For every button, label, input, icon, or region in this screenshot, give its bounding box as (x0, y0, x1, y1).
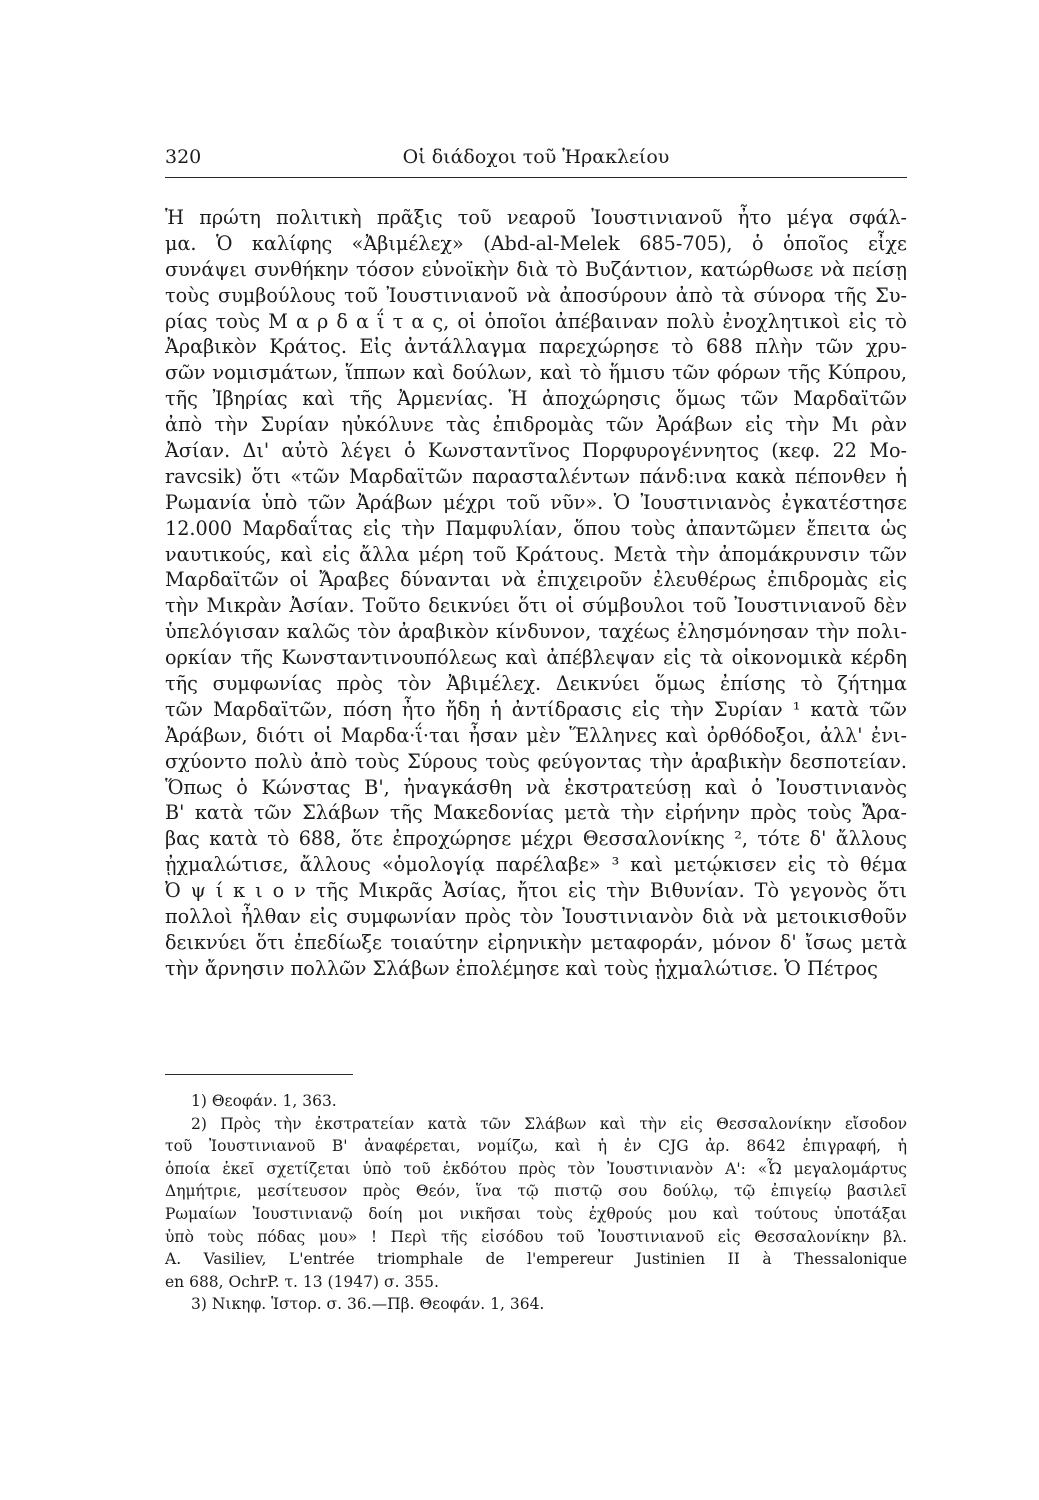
footnote-line: en 688, OchrP. τ. 13 (1947) σ. 355. (165, 1272, 439, 1291)
body-line: ναυτικούς, καὶ εἰς ἄλλα μέρη τοῦ Κράτους. Μετὰ τὴν ἀπομάκρυνσιν τῶν (165, 542, 907, 566)
body-line: Μαρδαϊτῶν οἱ Ἄραβες δύνανται νὰ ἐπιχειροῦν ἐλευθέρως ἐπιδρομὰς εἰς (165, 568, 907, 592)
body-line: Ἡ πρώτη πολιτικὴ πρᾶξις τοῦ νεαροῦ Ἰουστινιανοῦ ἦτο μέγα σφάλ- (165, 206, 907, 229)
body-line: 12.000 Μαρδαΐτας εἰς τὴν Παμφυλίαν, ὅπου τοὺς ἀπαντῶμεν ἔπειτα ὡς (165, 516, 907, 540)
body-line: ᾐχμαλώτισε, ἄλλους «ὁμολογίᾳ παρέλαβε» ³ καὶ μετῴκισεν εἰς τὸ θέμα (165, 853, 907, 877)
footnote-line: 2) Πρὸς τὴν ἐκστρατείαν κατὰ τῶν Σλάβων καὶ τὴν εἰς Θεσσαλονίκην εἴσοδον (191, 1114, 907, 1133)
footnote-line: 1) Θεοφάν. 1, 363. (191, 1092, 337, 1110)
body-text (165, 205, 907, 982)
body-line: τῶν Μαρδαϊτῶν, πόση ἦτο ἤδη ἡ ἀντίδρασις εἰς τὴν Συρίαν ¹ κατὰ τῶν (165, 697, 907, 721)
footnotes (165, 1090, 907, 1316)
body-line: Ἀραβικὸν Κράτος. Εἰς ἀντάλλαγμα παρεχώρησε τὸ 688 πλὴν τῶν χρυ- (165, 335, 907, 359)
body-line: ὑπελόγισαν καλῶς τὸν ἀραβικὸν κίνδυνον, ταχέως ἐλησμόνησαν τὴν πολι- (165, 620, 907, 644)
page-number: 320 (165, 146, 202, 168)
body-line: ἀπὸ τὴν Συρίαν ηὐκόλυνε τὰς ἐπιδρομὰς τῶν Ἀράβων εἰς τὴν Μι ρὰν (165, 413, 907, 437)
body-line: σχύοντο πολὺ ἀπὸ τοὺς Σύρους τοὺς φεύγοντας τὴν ἀραβικὴν δεσποτείαν. (165, 749, 907, 773)
footnote-line: A. Vasiliev, L'entrée triomphale de l'empereur Justinien II à Thessalonique (165, 1250, 907, 1269)
footnote-line: ὁποία ἐκεῖ σχετίζεται ὑπὸ τοῦ ἐκδότου πρὸς τὸν Ἰουστινιανὸν Α': «Ὦ μεγαλομάρτυς (165, 1159, 907, 1178)
body-line: πολλοὶ ἦλθαν εἰς συμφωνίαν πρὸς τὸν Ἰουστινιανὸν διὰ νὰ μετοικισθοῦν (165, 905, 907, 929)
body-line: ορκίαν τῆς Κωνσταντινουπόλεως καὶ ἀπέβλεψαν εἰς τὰ οἰκονομικὰ κέρδη (165, 646, 907, 670)
body-line: Ὅπως ὁ Κώνστας Β', ἠναγκάσθη νὰ ἐκστρατεύσῃ καὶ ὁ Ἰουστινιανὸς (165, 775, 907, 799)
footnote-line: τοῦ Ἰουστινιανοῦ Β' ἀναφέρεται, νομίζω, καὶ ἡ ἐν CJG ἀρ. 8642 ἐπιγραφή, ἡ (165, 1137, 907, 1156)
footnote-line: Δημήτριε, μεσίτευσον πρὸς Θεόν, ἵνα τῷ πιστῷ σου δούλῳ, τῷ ἐπιγείῳ βασιλεῖ (165, 1182, 907, 1201)
body-line: Ὀ ψ ί κ ι ο ν τῆς Μικρᾶς Ἀσίας, ἤτοι εἰς τὴν Βιθυνίαν. Τὸ γεγονὸς ὅτι (165, 879, 907, 903)
body-line: βας κατὰ τὸ 688, ὅτε ἐπροχώρησε μέχρι Θεσσαλονίκης ², τότε δ' ἄλλους (165, 827, 907, 851)
body-line: τῆς συμφωνίας πρὸς τὸν Ἀβιμέλεχ. Δεικνύει ὅμως ἐπίσης τὸ ζήτημα (165, 672, 907, 696)
body-line: δεικνύει ὅτι ἐπεδίωξε τοιαύτην εἰρηνικὴν μεταφοράν, μόνον δ' ἴσως μετὰ (165, 930, 907, 954)
body-line: μα. Ὁ καλίφης «Ἀβιμέλεχ» (Abd-al-Melek 685-705), ὁ ὁποῖος εἶχε (165, 231, 907, 255)
body-line: ρίας τοὺς Μ α ρ δ α ΐ τ α ς, οἱ ὁποῖοι ἀπέβαιναν πολὺ ἐνοχλητικοὶ εἰς τὸ (165, 309, 907, 333)
footnote-line: Ρωμαίων Ἰουστινιανῷ δοίη μοι νικῆσαι τοὺς ἐχθρούς μου καὶ τούτους ὑποτάξαι (165, 1204, 907, 1223)
footnote-line: 3) Νικηφ. Ἱστορ. σ. 36.—Πβ. Θεοφάν. 1, 364. (191, 1295, 545, 1314)
running-title: Οἱ διάδοχοι τοῦ Ἡρακλείου (402, 146, 670, 168)
body-line: Β' κατὰ τῶν Σλάβων τῆς Μακεδονίας μετὰ τὴν εἰρήνην πρὸς τοὺς Ἄρα- (165, 801, 907, 825)
body-line: συνάψει συνθήκην τόσον εὐνοϊκὴν διὰ τὸ Βυζάντιον, κατώρθωσε νὰ πείσῃ (165, 257, 907, 281)
body-line: τῆς Ἰβηρίας καὶ τῆς Ἀρμενίας. Ἡ ἀποχώρησις ὅμως τῶν Μαρδαϊτῶν (165, 387, 907, 411)
body-line: τοὺς συμβούλους τοῦ Ἰουστινιανοῦ νὰ ἀποσύρουν ἀπὸ τὰ σύνορα τῆς Συ- (165, 283, 907, 307)
body-line: Ἀσίαν. Δι' αὐτὸ λέγει ὁ Κωνσταντῖνος Πορφυρογέννητος (κεφ. 22 Mo- (165, 439, 907, 463)
body-line: σῶν νομισμάτων, ἵππων καὶ δούλων, καὶ τὸ ἥμισυ τῶν φόρων τῆς Κύπρου, (165, 361, 907, 385)
body-line: τὴν Μικρὰν Ἀσίαν. Τοῦτο δεικνύει ὅτι οἱ σύμβουλοι τοῦ Ἰουστινιανοῦ δὲν (165, 594, 907, 618)
body-line: Ἀράβων, διότι οἱ Μαρδα·ΐ·ται ἦσαν μὲν Ἕλληνες καὶ ὀρθόδοξοι, ἀλλ' ἐνι- (165, 723, 907, 747)
body-line: Ρωμανία ὑπὸ τῶν Ἀράβων μέχρι τοῦ νῦν». Ὁ Ἰουστινιανὸς ἐγκατέστησε (165, 490, 907, 514)
header-rule (165, 177, 907, 178)
footnote-separator (165, 1074, 353, 1075)
footnote-line: ὑπὸ τοὺς πόδας μου» ! Περὶ τῆς εἰσόδου τοῦ Ἰουστινιανοῦ εἰς Θεσσαλονίκην βλ. (165, 1227, 907, 1246)
body-line: ravcsik) ὅτι «τῶν Μαρδαϊτῶν παρασταλέντων πάνδ:ινα κακὰ πέπονθεν ἡ (165, 464, 907, 488)
body-line: τὴν ἄρνησιν πολλῶν Σλάβων ἐπολέμησε καὶ τοὺς ᾐχμαλώτισε. Ὁ Πέτρος (165, 956, 878, 980)
